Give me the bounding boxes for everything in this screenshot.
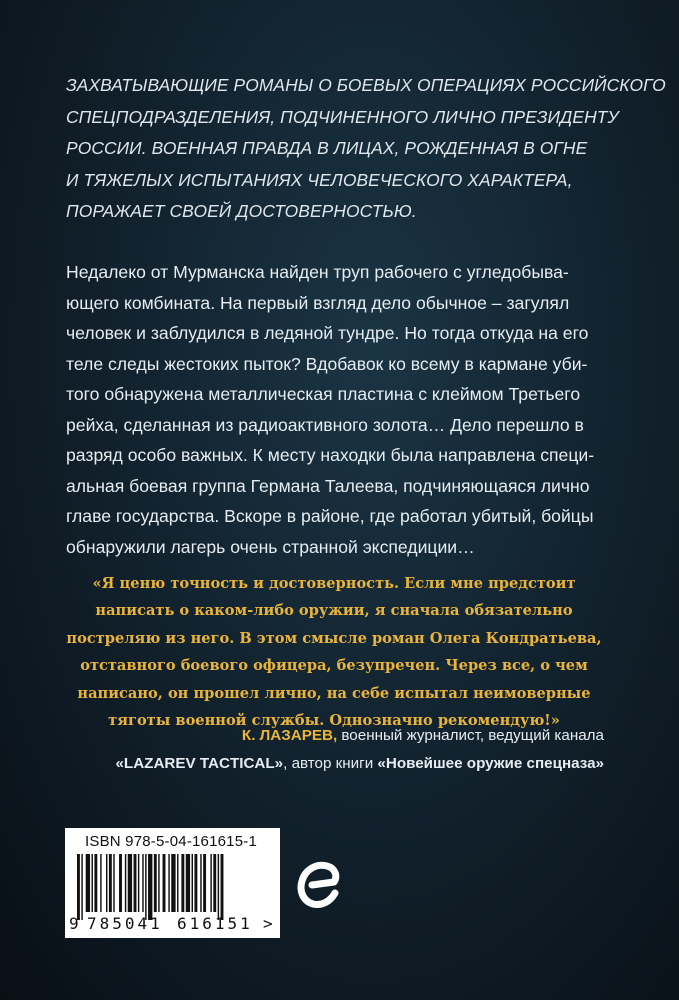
- barcode-bar: [213, 854, 216, 912]
- author-name: К. ЛАЗАРЕВ,: [241, 727, 338, 744]
- book-prefix: , автор книги: [283, 755, 378, 772]
- tagline-line: РОССИИ. ВОЕННАЯ ПРАВДА В ЛИЦАХ, РОЖДЕННАЯ В ОГНЕ: [66, 138, 588, 159]
- barcode-bar: [192, 854, 193, 912]
- eksmo-logo-icon: [297, 857, 341, 909]
- description-line: ющего комбината. На первый взгляд дело обычное – загулял: [66, 292, 570, 313]
- barcode-bar: [210, 854, 211, 912]
- attribution-line-1: [60, 722, 604, 750]
- barcode-bar: [113, 854, 114, 912]
- quote-attribution: [60, 722, 604, 778]
- barcode-bar: [148, 854, 152, 920]
- review-quote: [64, 570, 604, 734]
- barcode-first-digit: 9: [69, 914, 79, 933]
- quote-line: «Я ценю точность и достоверность. Если мне предстоит: [92, 575, 576, 592]
- barcode-bar: [203, 854, 206, 912]
- isbn-barcode: [65, 828, 280, 938]
- tagline-line: И ТЯЖЕЛЫХ ИСПЫТАНИЯХ ЧЕЛОВЕЧЕСКОГО ХАРАКТЕРА,: [66, 169, 573, 190]
- quote-line: тяготы военной службы. Однозначно рекомендую!»: [108, 712, 560, 730]
- barcode-bar: [158, 854, 159, 912]
- barcode-bar: [194, 854, 197, 912]
- barcode-bar: [119, 854, 122, 912]
- barcode-bar: [106, 854, 107, 912]
- description-line: главе государства. Вскоре в районе, где работал убитый, бойцы: [66, 506, 594, 526]
- book-title: «Новейшее оружие спецназа»: [377, 755, 604, 772]
- barcode-bar: [177, 854, 178, 912]
- barcode-bar: [145, 854, 146, 920]
- barcode-digits: [65, 914, 280, 936]
- quote-line: написать о каком-либо оружии, я сначала обязательно: [95, 602, 573, 620]
- quote-line: отставного боевого офицера, безупречен. Через все, о чем: [80, 657, 588, 675]
- barcode-bar: [142, 854, 143, 912]
- tagline: [66, 70, 666, 228]
- barcode-bar: [134, 854, 137, 912]
- barcode-bar: [92, 854, 93, 912]
- tagline-line: ЗАХВАТЫВАЮЩИЕ РОМАНЫ О БОЕВЫХ ОПЕРАЦИЯХ РОССИЙСКОГО: [66, 75, 666, 95]
- attribution-line-2: [60, 750, 604, 778]
- barcode-right-group: 616151: [177, 914, 253, 933]
- barcode-bar: [163, 854, 166, 912]
- barcode-bar: [171, 854, 175, 912]
- barcode-bar: [200, 854, 201, 912]
- channel-name: «LAZAREV TACTICAL»: [115, 755, 284, 772]
- author-role: военный журналист, ведущий канала: [337, 727, 604, 744]
- quote-line: написано, он прошел лично, на себе испытал неимоверные: [77, 684, 591, 702]
- quote-line: постреляю из него. В этом смысле роман Олега Кондратьева,: [66, 629, 602, 647]
- barcode-bar: [218, 854, 219, 920]
- isbn-number: ISBN 978-5-04-161615-1: [85, 833, 258, 850]
- barcode-bar: [186, 854, 190, 912]
- barcode-bar: [168, 854, 169, 912]
- barcode-bar: [100, 854, 101, 912]
- barcode-bar: [154, 854, 157, 912]
- tagline-line: ПОРАЖАЕТ СВОЕЙ ДОСТОВЕРНОСТЬЮ.: [66, 201, 417, 222]
- book-description: [66, 257, 626, 562]
- description-line: разряд особо важных. К месту находки была направлена специ-: [66, 445, 595, 465]
- description-line: человек и заблудился в ледяной тундре. Но тогда откуда на его: [66, 323, 589, 343]
- barcode-bars: [73, 854, 273, 920]
- description-line: рейха, сделанная из радиоактивного золота… Дело перешло в: [66, 414, 584, 435]
- description-line: обнаружили лагерь очень странной экспедиции…: [66, 536, 475, 557]
- barcode-bar: [138, 854, 139, 912]
- barcode-bar: [181, 854, 184, 912]
- barcode-marker: >: [263, 914, 273, 933]
- description-line: теле следы жестоких пыток? Вдобавок ко всему в кармане уби-: [66, 353, 588, 374]
- barcode-bar: [94, 854, 97, 912]
- barcode-bar: [128, 854, 132, 912]
- barcode-bar: [109, 854, 112, 912]
- description-line: того обнаружена металлическая пластина с клеймом Третьего: [66, 384, 581, 404]
- barcode-bar: [125, 854, 126, 912]
- barcode-bar: [77, 854, 80, 920]
- barcode-left-group: 785041: [87, 914, 163, 933]
- barcode-bar: [86, 854, 90, 912]
- tagline-line: СПЕЦПОДРАЗДЕЛЕНИЯ, ПОДЧИНЕННОГО ЛИЧНО ПРЕЗИДЕНТУ: [66, 106, 619, 127]
- barcode-bar: [221, 854, 224, 920]
- barcode-bar: [81, 854, 82, 920]
- description-line: Недалеко от Мурманска найден труп рабочего с угледобыва-: [66, 262, 569, 282]
- description-line: альная боевая группа Германа Талеева, подчиняющаяся лично: [66, 475, 590, 496]
